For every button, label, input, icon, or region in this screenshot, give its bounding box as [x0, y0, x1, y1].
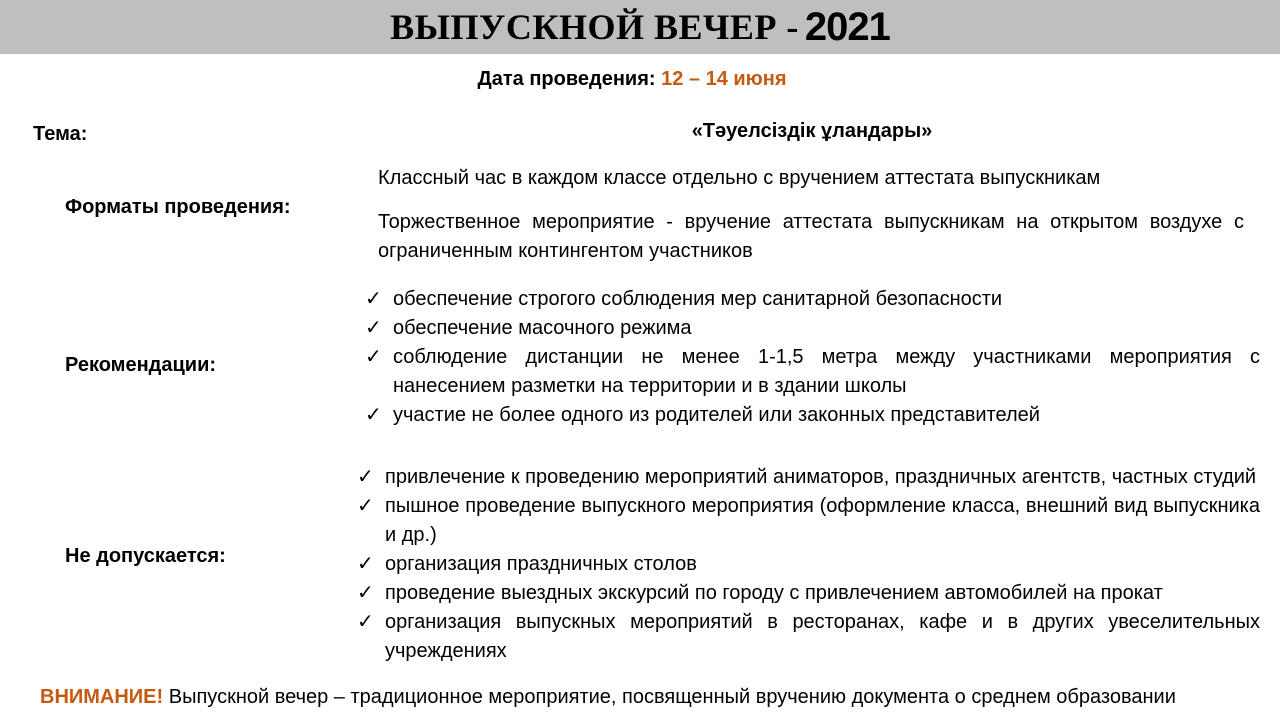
list-item-text: организация выпускных мероприятий в ресторанах, кафе и в других увеселительных учреждениях	[385, 611, 1260, 662]
check-icon: ✓	[365, 404, 382, 426]
list-item-text: организация праздничных столов	[385, 553, 697, 575]
recommendations-label: Рекомендации:	[65, 354, 217, 376]
check-icon: ✓	[365, 346, 382, 368]
theme-value: «Тәуелсіздік ұландары»	[691, 120, 933, 142]
list-item	[365, 401, 1260, 430]
list-item	[357, 579, 1260, 608]
date-value: 12 – 14 июня	[661, 68, 787, 90]
list-item-text: проведение выездных экскурсий по городу с привлечением автомобилей на прокат	[385, 582, 1163, 604]
page-title-year: 2021	[804, 4, 890, 49]
check-icon: ✓	[365, 317, 382, 339]
recommendations-list	[365, 285, 1260, 430]
not-allowed-list	[357, 463, 1260, 666]
date-line	[0, 68, 1264, 91]
theme-label: Тема:	[33, 123, 88, 145]
formats-label: Форматы проведения:	[65, 196, 291, 218]
check-icon: ✓	[357, 466, 374, 488]
list-item	[365, 314, 1260, 343]
list-item	[357, 463, 1260, 492]
list-item	[357, 550, 1260, 579]
check-icon: ✓	[365, 288, 382, 310]
list-item-text: участие не более одного из родителей или законных представителей	[393, 404, 1040, 426]
list-item-text: пышное проведение выпускного мероприятия (оформление класса, внешний вид выпускника и др.)	[385, 495, 1260, 546]
notice-label: ВНИМАНИЕ!	[40, 686, 164, 708]
check-icon: ✓	[357, 611, 374, 633]
notice-line	[40, 686, 1176, 709]
not-allowed-label: Не допускается:	[65, 545, 226, 567]
list-item	[365, 343, 1260, 401]
list-item	[357, 608, 1260, 666]
format-item-2: Торжественное мероприятие - вручение аттестата выпускникам на открытом воздухе с ограниченным контингентом участников	[378, 211, 1244, 262]
date-label: Дата проведения:	[477, 68, 656, 90]
title-banner	[0, 0, 1280, 54]
list-item-text: соблюдение дистанции не менее 1-1,5 метра между участниками мероприятия с нанесением разметки на территории и в здании школы	[393, 346, 1260, 397]
list-item-text: обеспечение строгого соблюдения мер санитарной безопасности	[393, 288, 1003, 310]
check-icon: ✓	[357, 495, 374, 517]
page-title: ВЫПУСКНОЙ ВЕЧЕР -	[390, 7, 799, 47]
check-icon: ✓	[357, 582, 374, 604]
list-item	[365, 285, 1260, 314]
list-item	[357, 492, 1260, 550]
check-icon: ✓	[357, 553, 374, 575]
format-item-1: Классный час в каждом классе отдельно с вручением аттестата выпускникам	[378, 167, 1101, 189]
list-item-text: привлечение к проведению мероприятий аниматоров, праздничных агентств, частных студий	[385, 466, 1257, 488]
notice-text: Выпускной вечер – традиционное мероприятие, посвященный вручению документа о среднем образовании	[168, 686, 1176, 708]
list-item-text: обеспечение масочного режима	[393, 317, 692, 339]
